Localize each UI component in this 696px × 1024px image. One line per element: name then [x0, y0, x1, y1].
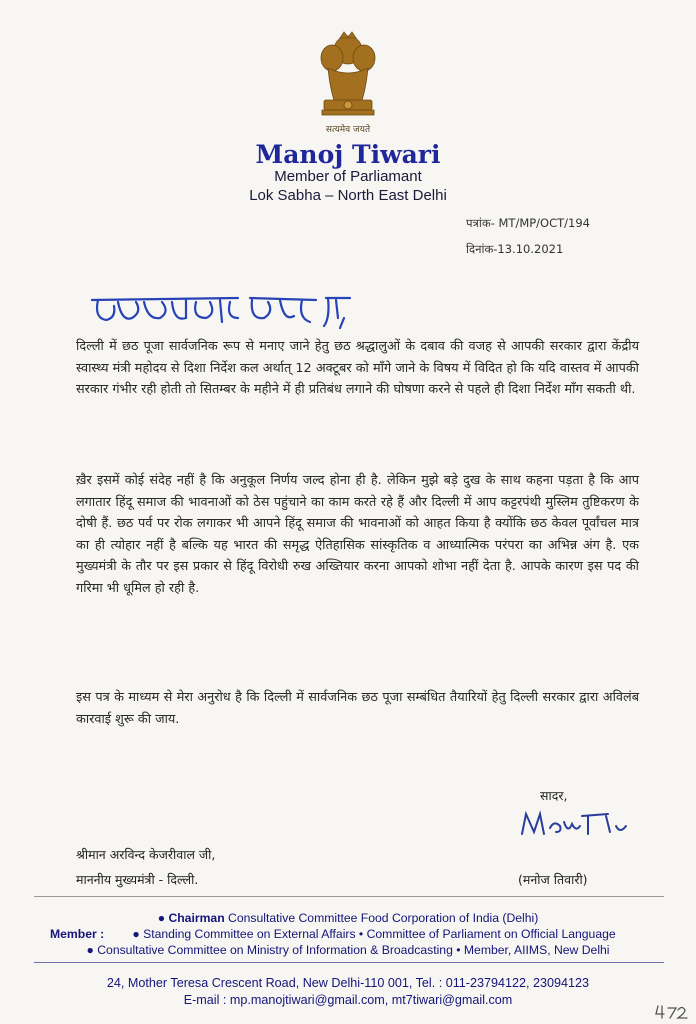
footer-divider: [34, 896, 664, 897]
handwritten-page-number: [654, 1002, 690, 1020]
signature: [516, 808, 646, 840]
letter-paragraph-3: इस पत्र के माध्यम से मेरा अनुरोध है कि दिल्ली में सार्वजनिक छठ पूजा सम्बंधित तैयारियों हेतु दिल्ली सरकार द्वारा अविलंब कारवाई शुरू की जाय.: [76, 690, 639, 727]
letter-date: दिनांक-13.10.2021: [466, 242, 564, 256]
member-label: Member :: [50, 927, 105, 941]
consultative-committees: Consultative Committee on Ministry of Information & Broadcasting • Member, AIIMS, New Delhi: [97, 943, 610, 957]
bullet-icon: ●: [157, 911, 169, 925]
letter-paragraph-1: दिल्ली में छठ पूजा सार्वजनिक रूप से मनाए जाने हेतु छठ श्रद्धालुओं के दबाव की वजह से आपकी सरकार द्वारा केंद्रीय स्वास्थ्य मंत्री महोदय से दिशा निर्देश कल अर्थात् 12 अक्टूबर को माँगे जाने के विषय में विदित हो कि यदि वास्तव में आपकी सरकार गंभीर रही होती तो सितम्बर के महीने में ही प्रतिबंध लगाने की घोषणा करने से पहले ही दिशा निर्देश माँग सकती थी.: [76, 339, 639, 398]
footer-committee-line: [0, 942, 696, 958]
sender-constituency: Lok Sabha – North East Delhi: [249, 187, 447, 204]
email-addresses: E-mail : mp.manojtiwari@gmail.com, mt7tiwari@gmail.com: [183, 993, 513, 1007]
office-address: 24, Mother Teresa Crescent Road, New Delhi-110 001, Tel. : 011-23794122, 23094123: [106, 976, 590, 990]
letter-number: पत्रांक- MT/MP/OCT/194: [466, 216, 590, 230]
chairman-text: Consultative Committee Food Corporation of India (Delhi): [228, 911, 539, 925]
closing-regards: सादर,: [540, 788, 568, 803]
emblem-motto: सत्यमेव जयते: [325, 125, 371, 135]
addressee-title: माननीय मुख्यमंत्री - दिल्ली.: [76, 872, 199, 887]
bullet-icon: ●: [132, 927, 144, 941]
footer-chairman-line: [0, 910, 696, 926]
letter-paragraph-2: ख़ैर इसमें कोई संदेह नहीं है कि अनुकूल निर्णय जल्द होना ही है. लेकिन मुझे बड़े दुख के साथ कहना पड़ता है कि आप लगातार हिंदू समाज की भावनाओं को ठेस पहुंचाने का काम करते रहे हैं और दिल्ली में आप कट्टरपंथी मुस्लिम तुष्टिकरण के दोषी हैं. छठ पर्व पर रोक लगाकर भी आपने हिंदू समाज की भावनाओं को आहत किया है क्योंकि छठ केवल पूर्वांचल मात्र का ही त्योहार नहीं है बल्कि यह भारत की समृद्ध ऐतिहासिक सांस्कृतिक व आध्यात्मिक परंपरा का अभिन्न अंग है. एक मुख्यमंत्री के तौर पर इस प्रकार से हिंदू विरोधी रुख अख्तियार करना आपको शोभा नहीं देता है. आपके कारण इस पद की गरिमा भी धूमिल हो रही है.: [76, 473, 639, 596]
address-divider: [34, 962, 664, 963]
footer-member-line: [52, 926, 696, 942]
chairman-label: Chairman: [168, 911, 225, 925]
member-committees: Standing Committee on External Affairs • Committee of Parliament on Official Language: [143, 927, 616, 941]
addressee-name: श्रीमान अरविन्द केजरीवाल जी,: [76, 847, 216, 862]
sender-name: Manoj Tiwari: [255, 140, 441, 169]
sender-designation: Member of Parliamant: [274, 168, 422, 185]
bullet-icon: ●: [86, 943, 98, 957]
signer-name: (मनोज तिवारी): [518, 872, 588, 887]
